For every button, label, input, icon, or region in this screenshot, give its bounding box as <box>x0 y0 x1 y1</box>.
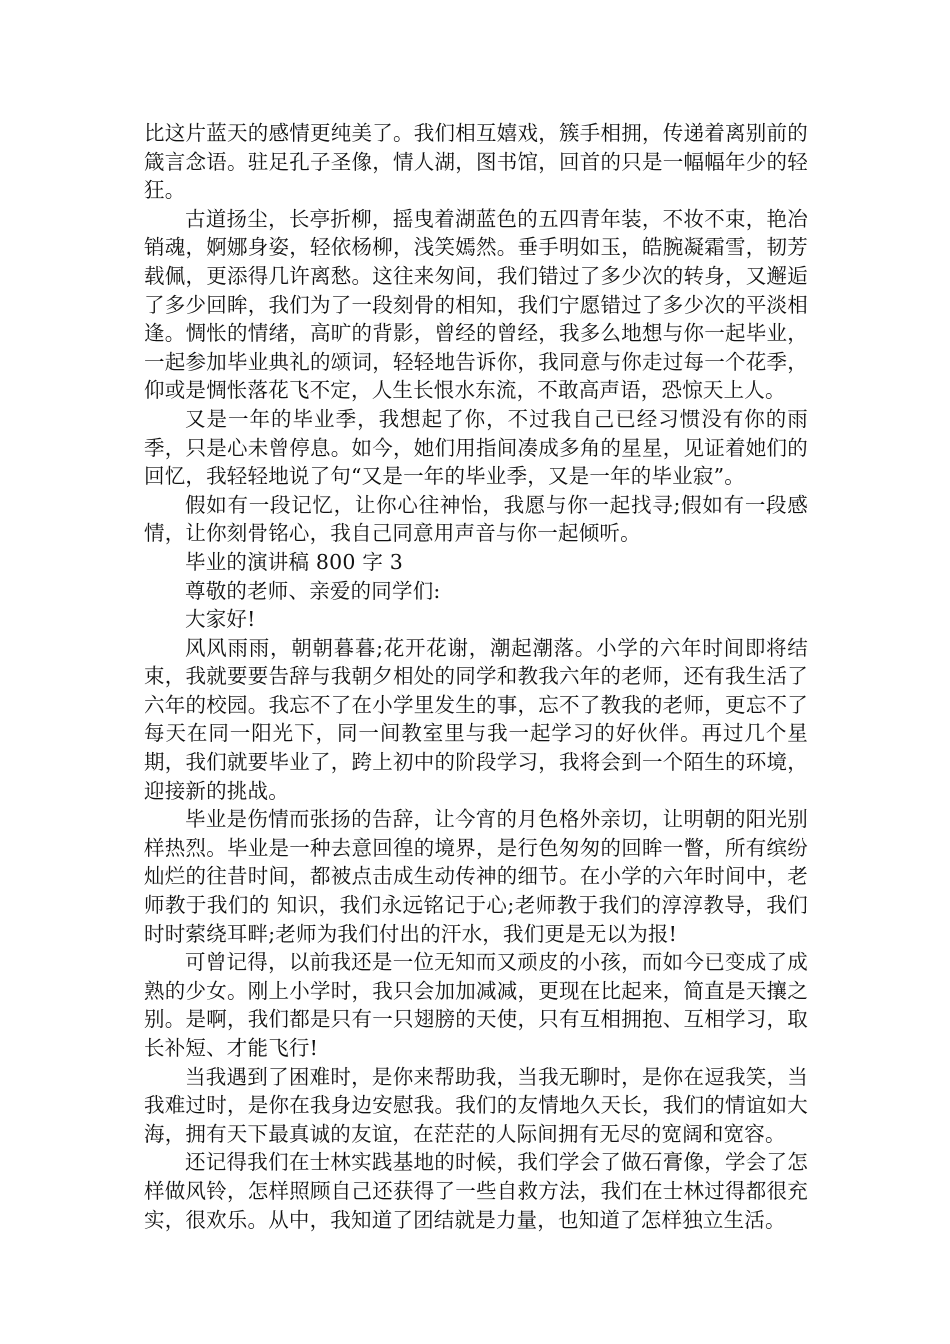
body-paragraph: 大家好! <box>185 607 256 632</box>
body-paragraph: 又是一年的毕业季，我想起了你，不过我自己已经习惯没有你的雨季，只是心未曾停息。如今，她们用指间凑成多角的星星，见证着她们的回忆，我轻轻地说了句“又是一年的毕业季，又是一年的毕业寂”。 <box>144 406 808 489</box>
body-paragraph: 毕业是伤情而张扬的告辞，让今宵的月色格外亲切，让明朝的阳光别样热烈。毕业是一种去意回徨的境界，是行色匆匆的回眸一瞥，所有缤纷灿烂的往昔时间，都被点击成生动传神的细节。在小学的六年时间中，老师教于我们的 知识，我们永远铭记于心;老师教于我们的淳淳教导，我们时时萦绕耳畔;老师为我们付出的汗水，我们更是无以为报! <box>144 807 808 946</box>
body-paragraph: 当我遇到了困难时，是你来帮助我，当我无聊时，是你在逗我笑，当我难过时，是你在我身边安慰我。我们的友情地久天长，我们的情谊如大海，拥有天下最真诚的友谊，在茫茫的人际间拥有无尽的宽阔和宽容。 <box>144 1064 808 1146</box>
body-paragraph: 假如有一段记忆，让你心往神怡，我愿与你一起找寻;假如有一段感情，让你刻骨铭心，我自己同意用声音与你一起倾听。 <box>144 492 808 546</box>
body-paragraph: 风风雨雨，朝朝暮暮;花开花谢，潮起潮落。小学的六年时间即将结束，我就要要告辞与我朝夕相处的同学和教我六年的老师，还有我生活了六年的校园。我忘不了在小学里发生的事，忘不了教我的老师，更忘不了每天在同一阳光下，同一间教室里与我一起学习的好伙伴。再过几个星期，我们就要毕业了，跨上初中的阶段学习，我将会到一个陌生的环境，迎接新的挑战。 <box>144 635 808 803</box>
body-paragraph: 尊敬的老师、亲爱的同学们: <box>185 578 441 603</box>
body-paragraph: 还记得我们在士林实践基地的时候，我们学会了做石膏像，学会了怎样做风铃，怎样照顾自己还获得了一些自救方法，我们在士林过得都很充实，很欢乐。从中，我知道了团结就是力量，也知道了怎样独立生活。 <box>144 1150 808 1232</box>
body-paragraph: 毕业的演讲稿 800 字 3 <box>185 549 404 574</box>
body-paragraph: 可曾记得，以前我还是一位无知而又顽皮的小孩，而如今已变成了成熟的少女。刚上小学时，我只会加加减减，更现在比起来，简直是天攘之别。是啊，我们都是只有一只翅膀的天使，只有互相拥抱、互相学习，取长补短、才能飞行! <box>144 950 808 1060</box>
document-page <box>144 119 808 1234</box>
body-paragraph: 比这片蓝天的感情更纯美了。我们相互嬉戏，簇手相拥，传递着离别前的箴言念语。驻足孔子圣像，情人湖，图书馆，回首的只是一幅幅年少的轻狂。 <box>144 121 808 203</box>
body-paragraph: 古道扬尘，长亭折柳，摇曳着湖蓝色的五四青年装，不妆不束，艳冶销魂，婀娜身姿，轻依杨柳，浅笑嫣然。垂手明如玉，皓腕凝霜雪，韧芳载佩，更添得几许离愁。这往来匆间，我们错过了多少次的转身，又邂逅了多少回眸，我们为了一段刻骨的相知，我们宁愿错过了多少次的平淡相逢。惆怅的情绪，高旷的背影，曾经的曾经，我多么地想与你一起毕业，一起参加毕业典礼的颂词，轻轻地告诉你，我同意与你走过每一个花季，仰或是惆怅落花飞不定，人生长恨水东流，不敢高声语，恐惊天上人。 <box>144 206 808 403</box>
